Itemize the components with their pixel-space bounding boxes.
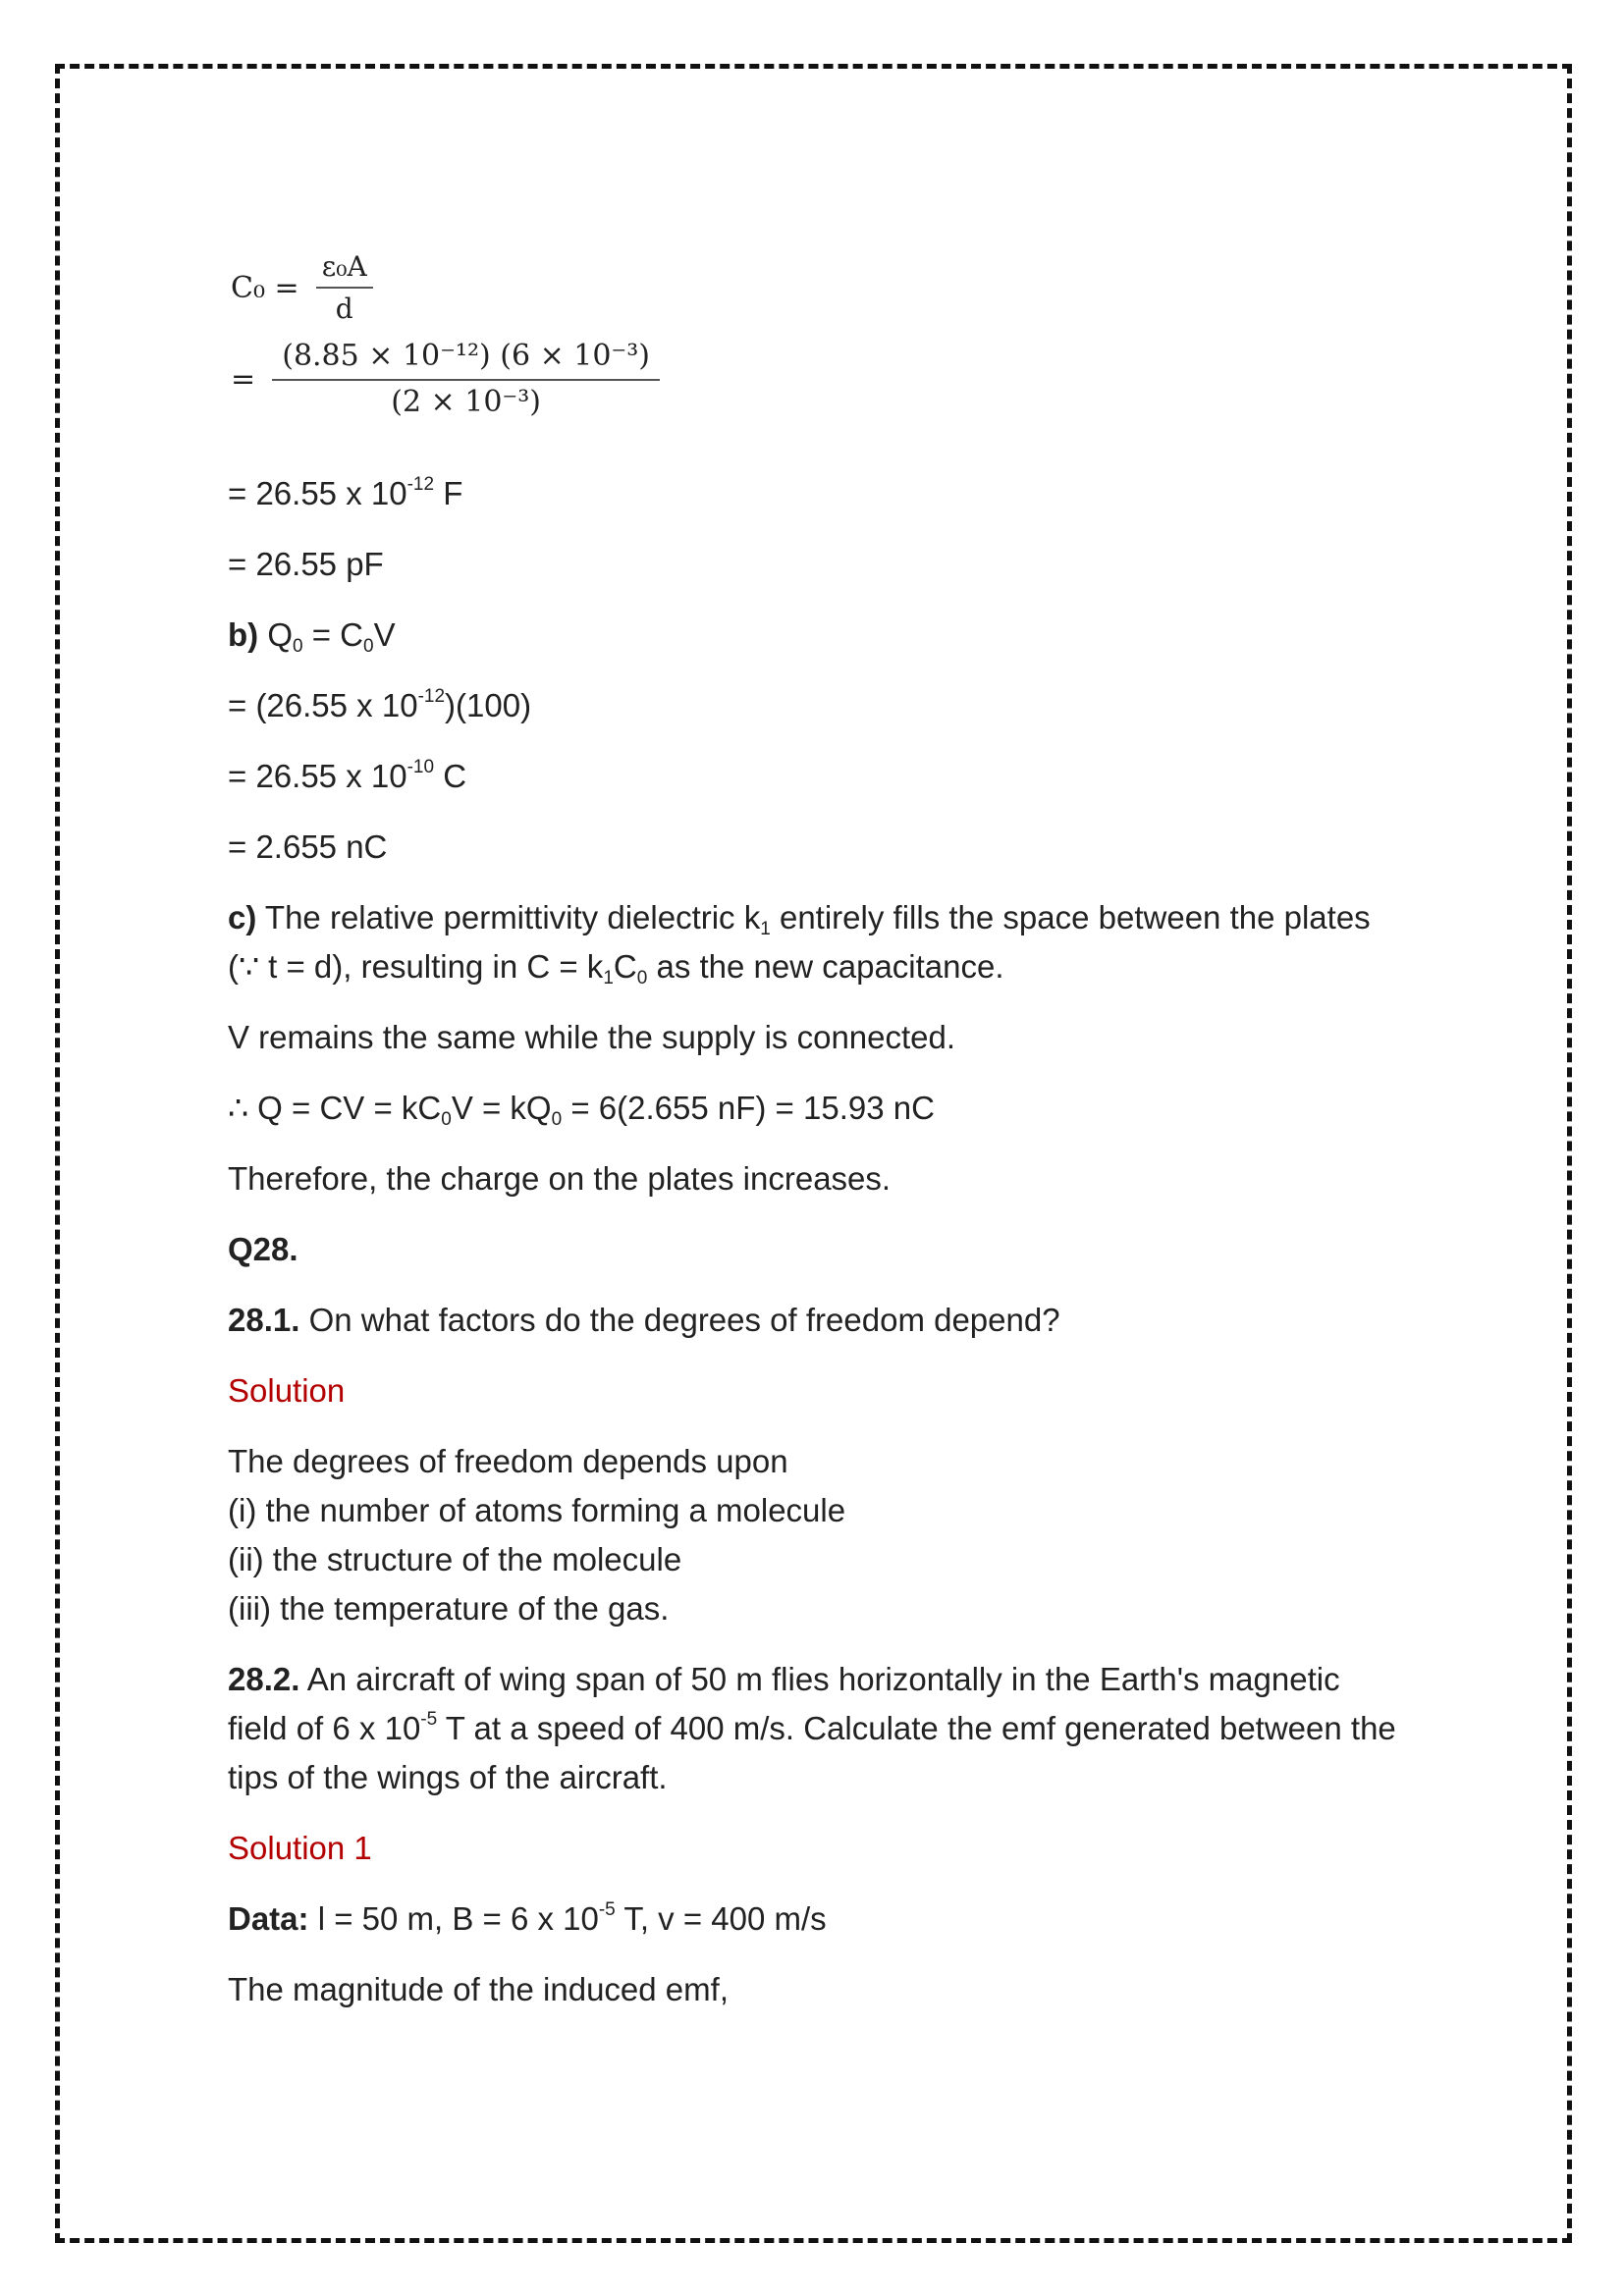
given-data-line: Data: l = 50 m, B = 6 x $10^{-5}$ T, v = 400 m/s: [228, 1899, 827, 1937]
question-28-1: 28.1. On what factors do the degrees of freedom depend?: [228, 1302, 1060, 1338]
formula-fraction: [316, 250, 373, 325]
voltage-statement: V remains the same while the supply is connected.: [228, 1019, 956, 1055]
conclusion-line: Therefore, the charge on the plates increases.: [228, 1160, 892, 1197]
part-b-line: b) $Q_0 = C_0V$: [228, 616, 396, 657]
part-c-paragraph: c) The relative permittivity dielectric $k_1$ entirely fills the space between the plates (∵ t = d), resulting in $C = k_1C_0$ as the new capacitance.: [228, 899, 1371, 988]
list-item: (ii) the structure of the molecule: [228, 1541, 682, 1577]
question-28-2: 28.2. An aircraft of wing span of 50 m flies horizontally in the Earth's magnetic field of 6 x $10^{-5}$ T at a speed of 400 m/s. Calculate the emf generated between the tips of the wings of the aircraft.: [228, 1661, 1396, 1795]
formula-numerator: ε₀A: [316, 250, 373, 289]
list-item: (iii) the temperature of the gas.: [228, 1590, 670, 1627]
result-line-1: = 26.55 x $10^{-12}$ F: [228, 474, 463, 511]
result-line-2: = 26.55 pF: [228, 546, 384, 582]
formula-lhs: C₀ =: [231, 270, 299, 305]
substitution-formula: [231, 339, 660, 419]
degrees-of-freedom-list: [228, 1437, 1426, 1633]
solution-heading: Solution: [228, 1372, 346, 1409]
capacitance-formula: [231, 250, 373, 325]
list-item: The degrees of freedom depends upon: [228, 1443, 788, 1479]
question-28-heading: Q28.: [228, 1231, 298, 1267]
charge-line-1: = (26.55 x $10^{-12})(100)$: [228, 686, 532, 723]
induced-emf-line: The magnitude of the induced emf,: [228, 1971, 729, 2007]
substitution-fraction: [272, 339, 660, 419]
document-body: [228, 469, 1426, 2036]
formula-denominator: d: [335, 293, 353, 325]
substitution-denominator: (2 × 10⁻³): [391, 385, 541, 419]
charge-line-2: = 26.55 x $10^{-10}$ C: [228, 757, 467, 794]
charge-line-3: = 2.655 nC: [228, 828, 388, 865]
solution-1-heading: Solution 1: [228, 1830, 372, 1866]
substitution-numerator: (8.85 × 10⁻¹²) (6 × 10⁻³): [272, 339, 660, 381]
new-charge-line: ∴ Q = CV = $kC_0V = kQ_0 = 6(2.655$ nF) = 15.93 nC: [228, 1090, 935, 1130]
list-item: (i) the number of atoms forming a molecule: [228, 1492, 846, 1528]
formula-equals: =: [231, 361, 256, 397]
